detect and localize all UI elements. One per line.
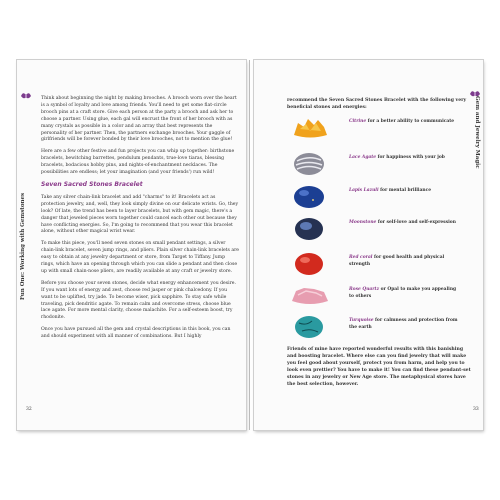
left-page	[17, 60, 246, 430]
stone-description: or Opal to make you appealing to others	[349, 287, 457, 299]
right-page	[254, 60, 483, 430]
stone-description: for good health and physical strength	[349, 255, 445, 267]
stone-name: Rose Quartz	[349, 287, 380, 292]
lapis-lazuli-stone-icon	[290, 184, 330, 210]
outro-text: Friends of mine have reported wonderful results with this banishing and boosting bracelet. Where else can you find jewelry that will make you feel good about yourself, protect you from harm, and help you to look even prettier? You have to make it! You can find these pendant-set stones in any jewelry or New Age store. The metaphysical stores have the best selection, however.	[287, 347, 471, 387]
stone-name: Red coral	[349, 255, 373, 260]
book-gutter	[249, 60, 250, 430]
section-heading: Seven Sacred Stones Bracelet	[41, 180, 143, 188]
stone-description: for mental brilliance	[378, 188, 432, 193]
stone-row	[290, 314, 470, 344]
stone-description: for calmness and protection from the earth	[349, 318, 458, 330]
page-number: 33	[473, 407, 479, 412]
paragraph: Take any silver chain-link bracelet and add "charms" to it! Bracelets act as protection jewelry, and, well, they look simply divine on our delicate wrists. Go, they look? Of late, the trend has been to layer bracelets, but with gem magic, there's a danger that jeweled pieces worn together could cancel each other out because they have conflicting energies. So, I'm going to recommend that you wear this bracelet alone, without other magical wrist wear.	[41, 194, 239, 235]
turquoise-stone-icon	[290, 314, 330, 340]
stone-row	[290, 283, 470, 313]
stone-name: Turquoise	[349, 318, 374, 323]
stone-name: Lapis Lazuli	[349, 188, 379, 193]
paragraph: Once you have pursued all the gem and crystal descriptions in this book, you can and should experiment with all manner of combinations. But I highly	[41, 327, 231, 340]
stone-name: Lace Agate	[349, 155, 377, 160]
stone-description: for self-love and self-expression	[376, 220, 456, 225]
running-head: Gem and Jewelry Magic	[474, 96, 480, 169]
stone-description: for happiness with your job	[376, 155, 445, 160]
lace-agate-stone-icon	[290, 151, 330, 177]
paragraph: Before you choose your seven stones, decide what energy enhancement you desire. If you want lots of energy and zest, choose red jasper or pink chalcedony. If you want to be uplifted, try jade. To become wiser, pick sapphire. To stay safe while traveling, pick dendritic agate. To remain calm and overcome stress, choose blue lace agate. For more mental clarity, choose malachite. For a self-esteem boost, try rhodonite.	[41, 280, 236, 321]
running-head: Fun One: Working with Gemstones	[20, 192, 26, 300]
stone-row	[290, 216, 470, 246]
red-coral-stone-icon	[290, 251, 330, 277]
stone-name: Moonstone	[349, 220, 377, 225]
intro-text: recommend the Seven Sacred Stones Bracelet with the following very beneficial stones and energies:	[287, 98, 467, 110]
stone-name: Citrine	[349, 119, 367, 124]
stone-row	[290, 184, 470, 214]
page-number: 32	[26, 407, 32, 412]
stone-description: for a better ability to communicate	[366, 119, 455, 124]
moonstone-stone-icon	[290, 216, 330, 242]
fairy-ornament-icon	[20, 91, 32, 101]
paragraph: To make this piece, you'll need seven stones on small pendant settings, a silver chain-link bracelet, seven jump rings, and pliers. Plain silver chain-link bracelets are easy to obtain at any jewelry department or store, from Target to Tiffany. Jump rings, which have an opening through which you can slide a pendant and then close up with small chain-nose pliers, are readily available at any craft or jewelry store.	[41, 241, 239, 274]
paragraph: Think about beginning the night by making brooches. A brooch worn over the heart is a symbol of loyalty and love among friends. You'll need to get some flat-circle brooch pins at a craft store. Give each person at the party a brooch and ask her to choose a partner. Using glue, each gal will encrust the front of her brooch with as many crystals as possible in a color and an array that best represents the personality of her partner. Then, the partners exchange brooches. Your gaggle of girlfriends will be forever bonded by their love brooches, not to mention the glue!	[41, 96, 237, 143]
rose-quartz-stone-icon	[290, 283, 330, 309]
paragraph: Here are a few other festive and fun projects you can whip up together: birthstone bracelets, bewitching barrettes, pendulum pendants, true-love tiaras, blessing bracelets, bodacious hobby pins, and nights-of-enchantment necklaces. The possibilities are endless; let your imagination (and your friends') run wild!	[41, 149, 235, 176]
stone-row	[290, 251, 470, 281]
stone-row	[290, 151, 470, 181]
stone-row	[290, 115, 470, 145]
left-body-text	[41, 96, 239, 346]
citrine-stone-icon	[290, 115, 330, 141]
